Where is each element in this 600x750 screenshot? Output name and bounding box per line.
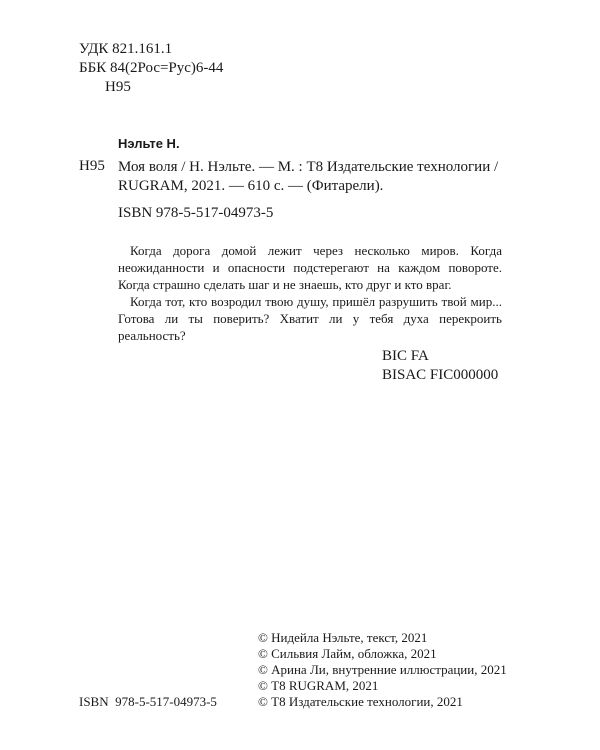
bic-code: BIC FA: [382, 348, 429, 364]
copyright-line: © Нидейла Нэльте, текст, 2021: [258, 630, 428, 645]
biblio-line-2: RUGRAM, 2021. — 610 с. — (Фитарели).: [118, 178, 384, 194]
isbn: ISBN 978-5-517-04973-5: [118, 205, 274, 221]
isbn-bottom: ISBN 978-5-517-04973-5: [79, 694, 217, 709]
annotation: [118, 242, 502, 344]
copyright-line: © Арина Ли, внутренние иллюстрации, 2021: [258, 662, 507, 677]
bbk-code: ББК 84(2Рос=Рус)6-44: [79, 60, 224, 76]
copyright-line: © Т8 RUGRAM, 2021: [258, 678, 379, 693]
copyright-line: © Сильвия Лайм, обложка, 2021: [258, 646, 437, 661]
annotation-paragraph-2: Когда тот, кто возродил твою душу, пришёл разрушить твой мир... Готова ли ты поверить? Хватит ли у тебя духа перекроить реальность?: [118, 294, 502, 343]
author-name: Нэльте Н.: [118, 136, 180, 151]
copyright-list: [258, 630, 507, 710]
biblio-line-1: Моя воля / Н. Нэльте. — М. : Т8 Издательские технологии /: [118, 159, 499, 175]
author-mark: Н95: [105, 79, 131, 95]
catalog-code: Н95: [79, 158, 105, 174]
copyright-line: © Т8 Издательские технологии, 2021: [258, 694, 463, 709]
udk-code: УДК 821.161.1: [79, 41, 173, 57]
annotation-paragraph-1: Когда дорога домой лежит через несколько миров. Когда неожиданности и опасности подстерегают на каждом повороте. Когда страшно сделать шаг и не знаешь, кто друг и кто враг.: [118, 243, 502, 292]
bisac-code: BISAC FIC000000: [382, 367, 499, 383]
